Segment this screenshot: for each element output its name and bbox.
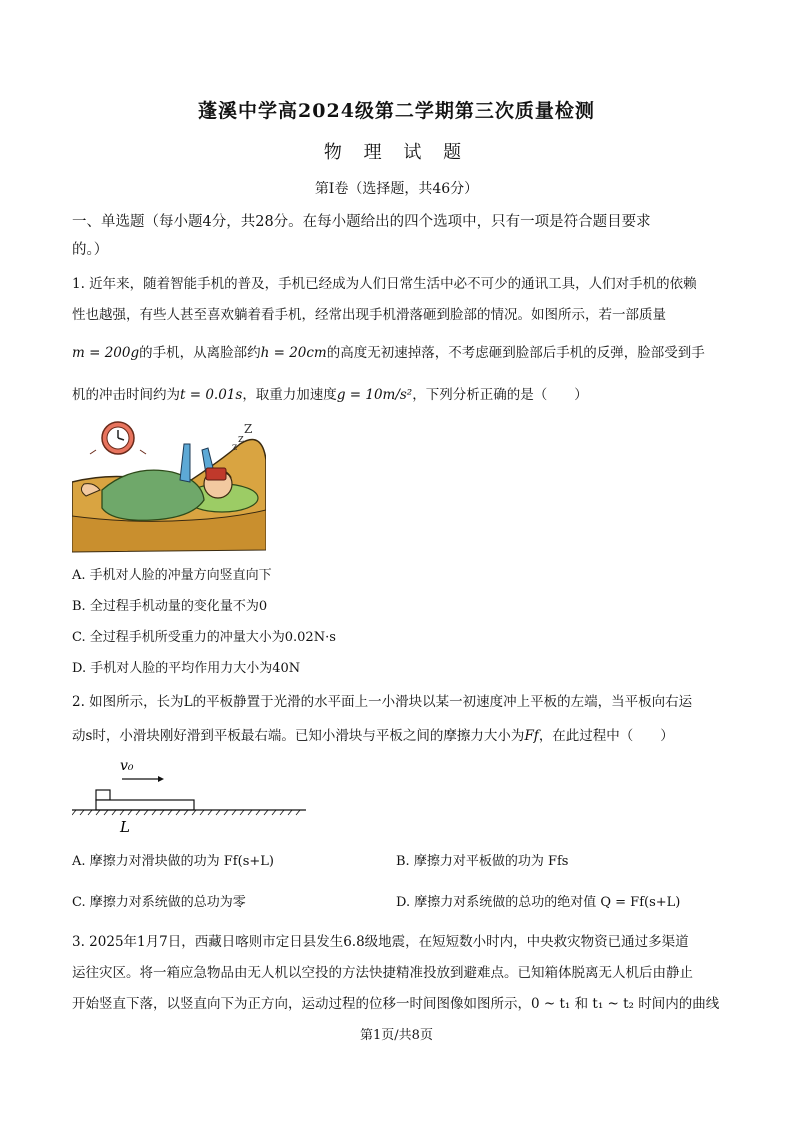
q1-line3-text-d: 的高度无初速掉落，不考虑砸到脸部后手机的反弹，脸部受到手 (326, 345, 705, 361)
q2-option-a: A. 摩擦力对滑块做的功为 Ff(s+L) (72, 854, 274, 869)
q2-line1: 2. 如图所示，长为L的平板静置于光滑的水平面上一小滑块以某一初速度冲上平板的左端，当平板向右运 (72, 694, 693, 710)
volume-heading: 第Ⅰ卷（选择题，共46分） (314, 181, 479, 197)
phone-on-face-illustration (72, 420, 266, 556)
q1-line2: 性也越强，有些人甚至喜欢躺着看手机，经常出现手机滑落砸到脸部的情况。如图所示，若一部质量 (72, 307, 666, 323)
q1-line4-text-e: ，下列分析正确的是（ ） (412, 387, 588, 403)
q3-line3: 开始竖直下落，以竖直向下为正方向，运动过程的位移一时间图像如图所示，0 ~ t₁ 和 t₁ ~ t₂ 时间内的曲线 (72, 996, 720, 1012)
svg-text:z: z (232, 442, 238, 453)
q3-line1: 3. 2025年1月7日，西藏日喀则市定日县发生6.8级地震，在短短数小时内，中央救灾物资已通过多渠道 (72, 934, 689, 950)
plank-slider-figure (72, 756, 312, 836)
section-instructions-line2: 的。） (72, 242, 109, 258)
q1-option-a: A. 手机对人脸的冲量方向竖直向下 (72, 568, 272, 583)
q1-line4-text-c: ，取重力加速度 (242, 387, 337, 403)
time-expression: t = 0.01s (180, 387, 243, 403)
q2-line2-text-c: ，在此过程中（ ） (538, 728, 674, 744)
q1-option-b: B. 全过程手机动量的变化量不为0 (72, 599, 268, 614)
q2-line2-text-a: 动s时，小滑块刚好滑到平板最右端。已知小滑块与平板之间的摩擦力大小为 (72, 728, 525, 744)
q2-option-d: D. 摩擦力对系统做的总功的绝对值 Q = Ff(s+L) (396, 895, 681, 910)
q1-option-d: D. 手机对人脸的平均作用力大小为40N (72, 661, 301, 676)
height-expression: h = 20cm (260, 345, 327, 361)
q3-line2: 运往灾区。将一箱应急物品由无人机以空投的方法快捷精准投放到避难点。已知箱体脱离无人机后由静止 (72, 965, 693, 981)
q1-line3-text-b: 的手机，从离脸部约 (139, 345, 261, 361)
section-instructions-line1: 一、单选题（每小题4分，共28分。在每小题给出的四个选项中，只有一项是符合题目要求 (72, 214, 651, 230)
q1-line3 (72, 341, 722, 361)
page-footer: 第1页/共8页 (360, 1028, 433, 1043)
friction-symbol: Ff (524, 728, 539, 744)
gravity-expression: g = 10m/s² (336, 387, 413, 403)
q1-option-c: C. 全过程手机所受重力的冲量大小为0.02N·s (72, 630, 336, 645)
q1-line4 (72, 383, 722, 403)
q1-line4-text-a: 机的冲击时间约为 (72, 387, 180, 403)
velocity-label: v₀ (120, 758, 134, 774)
exam-subtitle: 物 理 试 题 (323, 142, 470, 163)
svg-text:Z: Z (244, 422, 253, 436)
exam-title: 蓬溪中学高2024级第二学期第三次质量检测 (198, 100, 595, 122)
q1-line1: 1. 近年来，随着智能手机的普及，手机已经成为人们日常生活中必不可少的通讯工具，人们对手机的依赖 (72, 276, 697, 292)
q2-line2 (72, 724, 722, 744)
q2-option-c: C. 摩擦力对系统做的总功为零 (72, 895, 246, 910)
svg-text:z: z (238, 432, 244, 445)
length-label: L (120, 818, 130, 836)
mass-expression: m = 200g (72, 345, 140, 361)
q2-option-b: B. 摩擦力对平板做的功为 Ffs (396, 854, 569, 869)
